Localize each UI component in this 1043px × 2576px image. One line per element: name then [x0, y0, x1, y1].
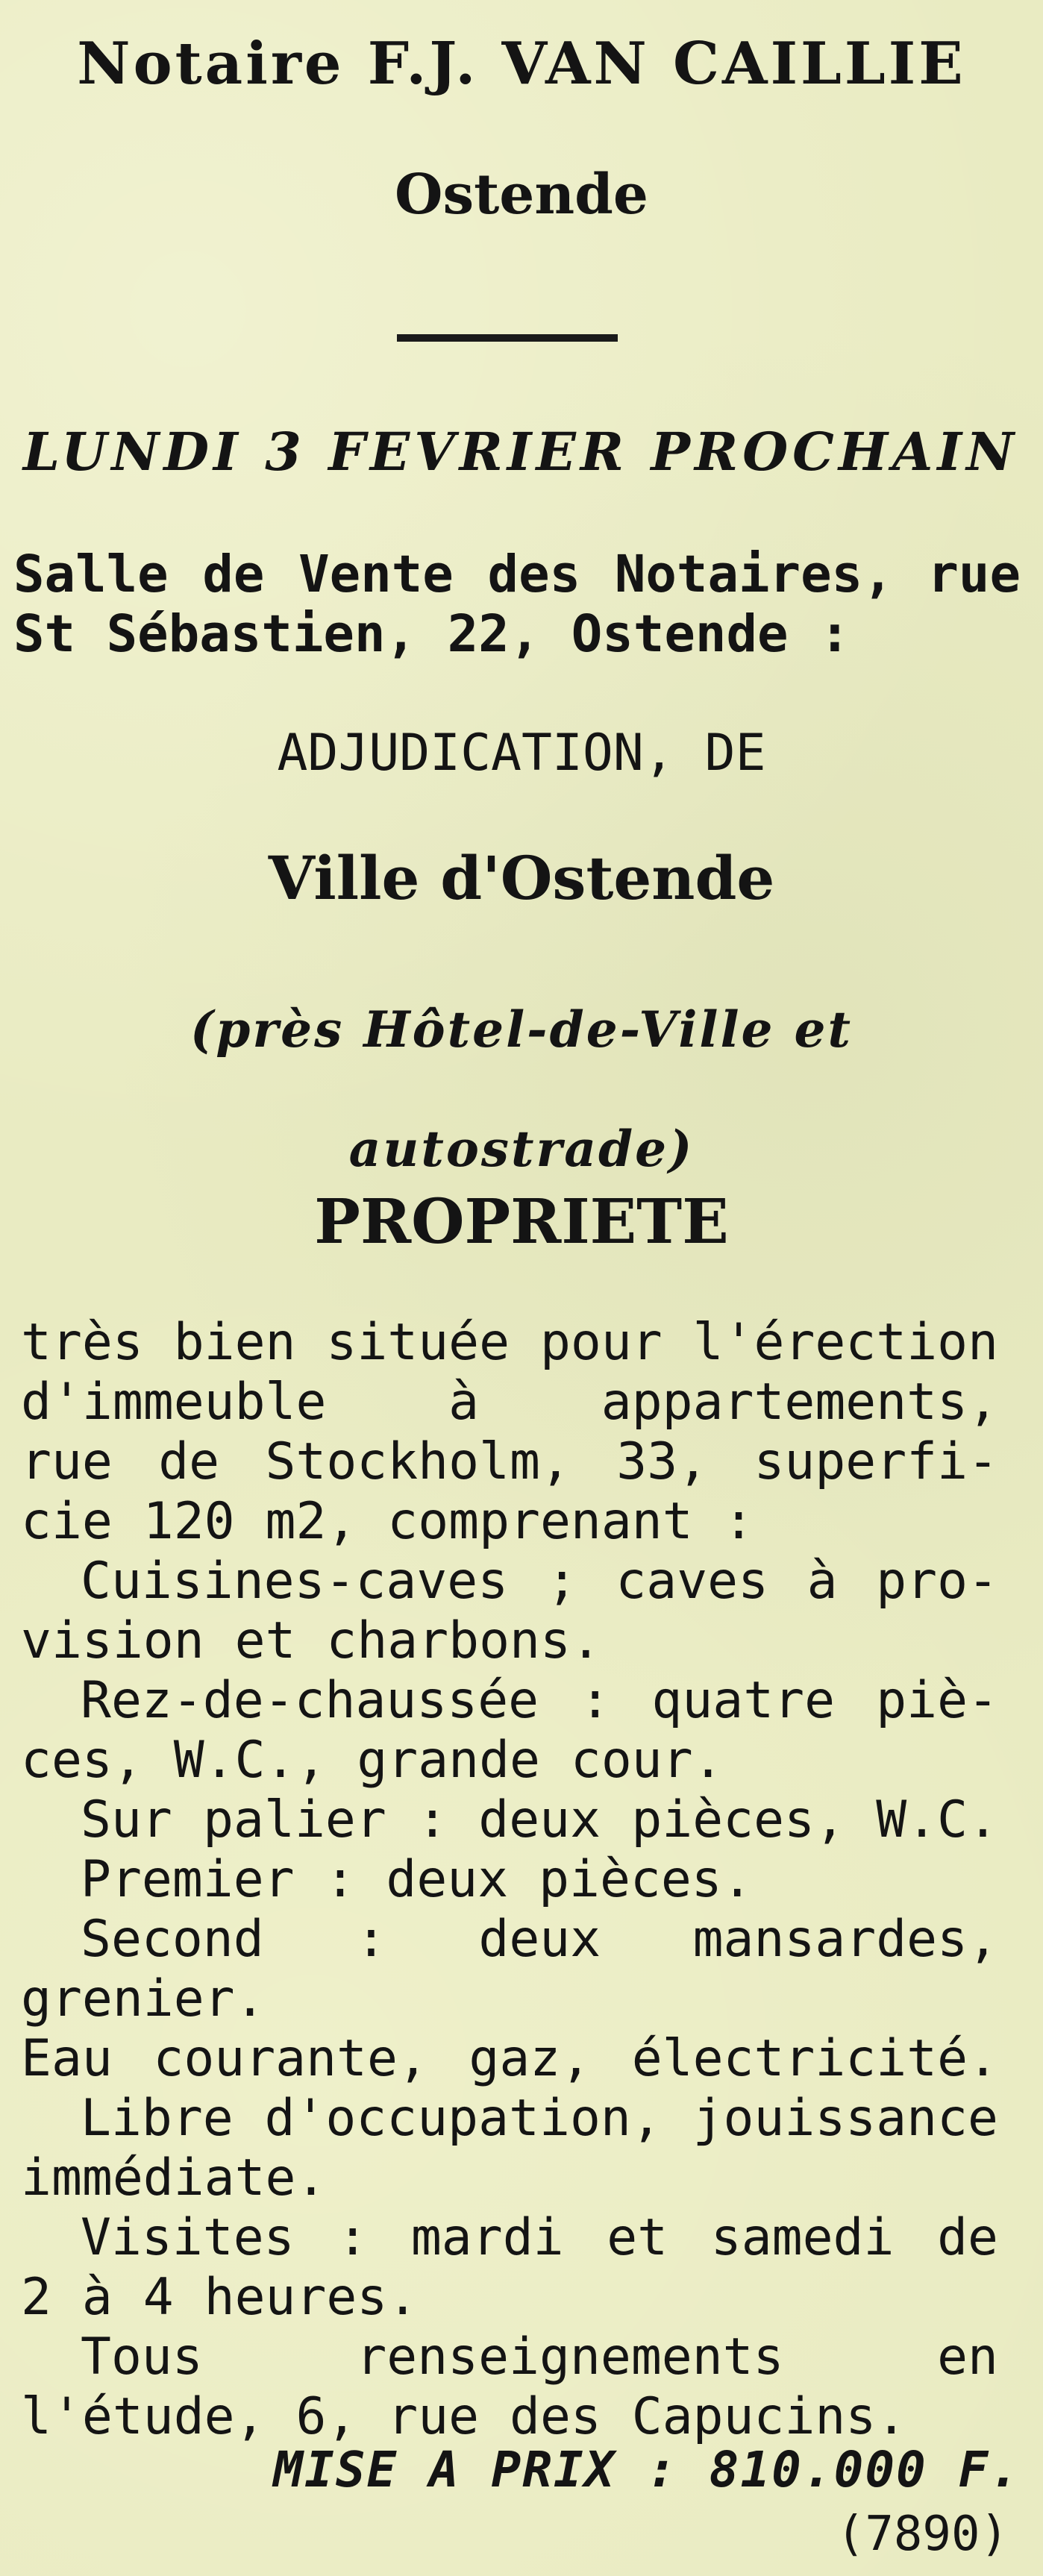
venue-line: Salle de Vente des Notaires, rue	[13, 545, 1021, 604]
description-line: Libre d'occupation, jouissance	[81, 2089, 998, 2148]
description-line: Eau courante, gaz, électricité.	[21, 2029, 998, 2088]
description-line: 2 à 4 heures.	[21, 2268, 419, 2327]
divider-rule	[397, 334, 618, 342]
description-line: immédiate.	[21, 2149, 327, 2207]
location-line: autostrade)	[348, 1120, 695, 1178]
sale-type: ADJUDICATION, DE	[277, 724, 766, 783]
town-heading: Ostende	[394, 163, 648, 227]
description-line: ces, W.C., grande cour.	[21, 1731, 724, 1790]
description-line: Cuisines-caves ; caves à pro-	[81, 1552, 998, 1611]
notary-heading: Notaire F.J. VAN CAILLIE	[77, 30, 966, 98]
location-note	[0, 970, 1043, 1209]
description-line: Second : deux mansardes,	[81, 1910, 998, 1969]
description-line: Rez-de-chaussée : quatre piè-	[81, 1671, 998, 1730]
description-line: rue de Stockholm, 33, superfi-	[21, 1432, 998, 1491]
description-line: l'étude, 6, rue des Capucins.	[21, 2387, 907, 2446]
description-line: très bien située pour l'érection	[21, 1313, 998, 1372]
location-line: (près Hôtel-de-Ville et	[190, 1000, 853, 1059]
description-line: vision et charbons.	[21, 1611, 601, 1670]
reserve-price: MISE A PRIX : 810.000 F.	[273, 2441, 1021, 2498]
property-description	[21, 1313, 998, 2447]
city-heading: Ville d'Ostende	[268, 843, 775, 913]
reference-number: (7890)	[836, 2507, 1009, 2562]
description-line: cie 120 m2, comprenant :	[21, 1492, 754, 1551]
venue-line: St Sébastien, 22, Ostende :	[13, 604, 851, 664]
sale-date: LUNDI 3 FEVRIER PROCHAIN	[22, 421, 1019, 483]
description-line: Tous renseignements en	[81, 2328, 998, 2387]
description-line: Sur palier : deux pièces, W.C.	[81, 1790, 998, 1849]
description-line: d'immeuble à appartements,	[21, 1373, 998, 1432]
venue-address	[13, 545, 1021, 664]
description-line: Visites : mardi et samedi de	[81, 2208, 998, 2267]
description-line: grenier.	[21, 1969, 266, 2028]
description-line: Premier : deux pièces.	[81, 1850, 753, 1909]
property-heading: PROPRIETE	[314, 1186, 729, 1258]
